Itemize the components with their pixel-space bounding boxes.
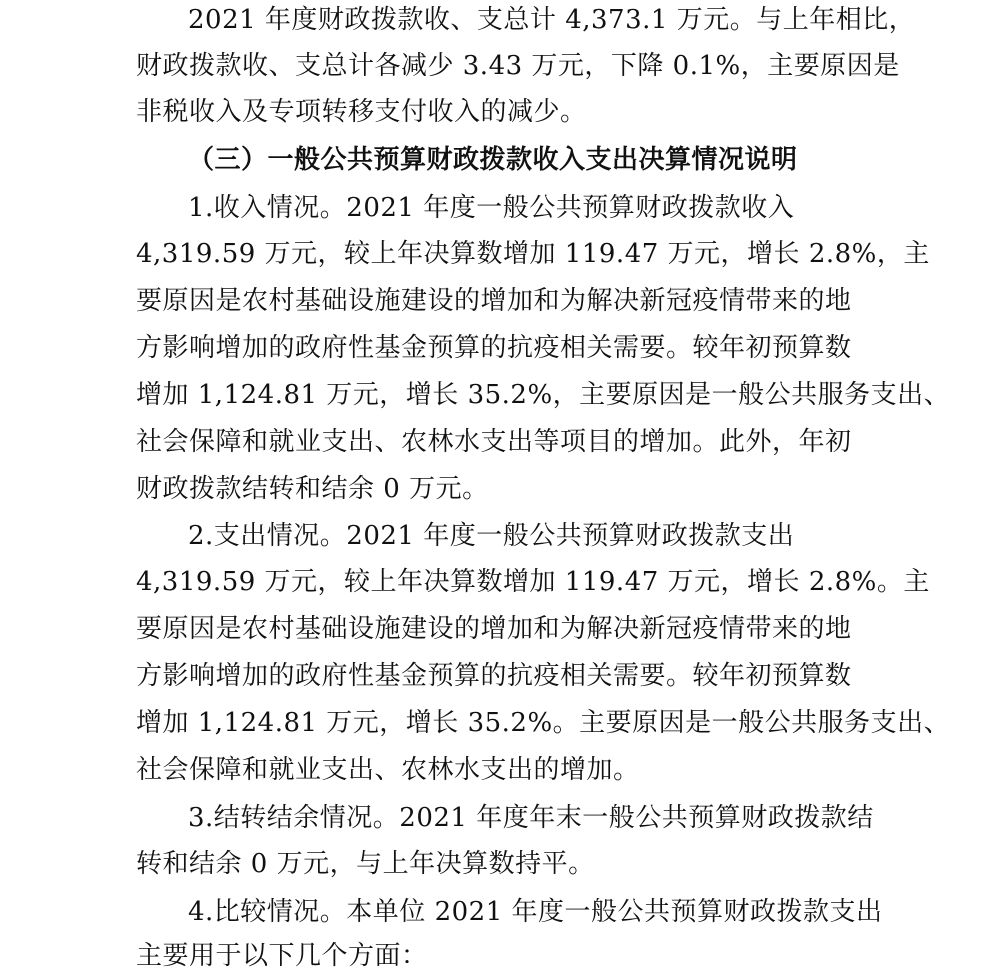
comparison-paragraph-line-1: 4.比较情况。本单位 2021 年度一般公共预算财政拨款支出 [188, 897, 883, 927]
income-paragraph-line-2: 4,319.59 万元，较上年决算数增加 119.47 万元，增长 2.8%，主 [136, 239, 930, 269]
income-paragraph-line-1: 1.收入情况。2021 年度一般公共预算财政拨款收入 [188, 193, 795, 223]
income-paragraph-line-6: 社会保障和就业支出、农林水支出等项目的增加。此外，年初 [136, 427, 852, 457]
paragraph-1-line-3: 非税收入及专项转移支付收入的减少。 [136, 97, 587, 127]
comparison-paragraph-line-2: 主要用于以下几个方面： [136, 941, 428, 971]
income-paragraph-line-5: 增加 1,124.81 万元，增长 35.2%，主要原因是一般公共服务支出、 [136, 380, 951, 410]
income-paragraph-line-4: 方影响增加的政府性基金预算的抗疫相关需要。较年初预算数 [136, 333, 852, 363]
carryover-paragraph-line-2: 转和结余 0 万元，与上年决算数持平。 [136, 849, 595, 879]
expenditure-paragraph-line-3: 要原因是农村基础设施建设的增加和为解决新冠疫情带来的地 [136, 614, 852, 644]
income-paragraph-line-7: 财政拨款结转和结余 0 万元。 [136, 474, 489, 504]
expenditure-paragraph-line-5: 增加 1,124.81 万元，增长 35.2%。主要原因是一般公共服务支出、 [136, 708, 951, 738]
expenditure-paragraph-line-6: 社会保障和就业支出、农林水支出的增加。 [136, 755, 640, 785]
paragraph-1-line-1: 2021 年度财政拨款收、支总计 4,373.1 万元。与上年相比， [188, 5, 916, 35]
section-heading: （三）一般公共预算财政拨款收入支出决算情况说明 [188, 145, 798, 175]
carryover-paragraph-line-1: 3.结转结余情况。2021 年度年末一般公共预算财政拨款结 [188, 803, 874, 833]
income-paragraph-line-3: 要原因是农村基础设施建设的增加和为解决新冠疫情带来的地 [136, 286, 852, 316]
expenditure-paragraph-line-2: 4,319.59 万元，较上年决算数增加 119.47 万元，增长 2.8%。主 [136, 567, 930, 597]
expenditure-paragraph-line-1: 2.支出情况。2021 年度一般公共预算财政拨款支出 [188, 521, 795, 551]
expenditure-paragraph-line-4: 方影响增加的政府性基金预算的抗疫相关需要。较年初预算数 [136, 661, 852, 691]
paragraph-1-line-2: 财政拨款收、支总计各减少 3.43 万元，下降 0.1%，主要原因是 [136, 51, 900, 81]
